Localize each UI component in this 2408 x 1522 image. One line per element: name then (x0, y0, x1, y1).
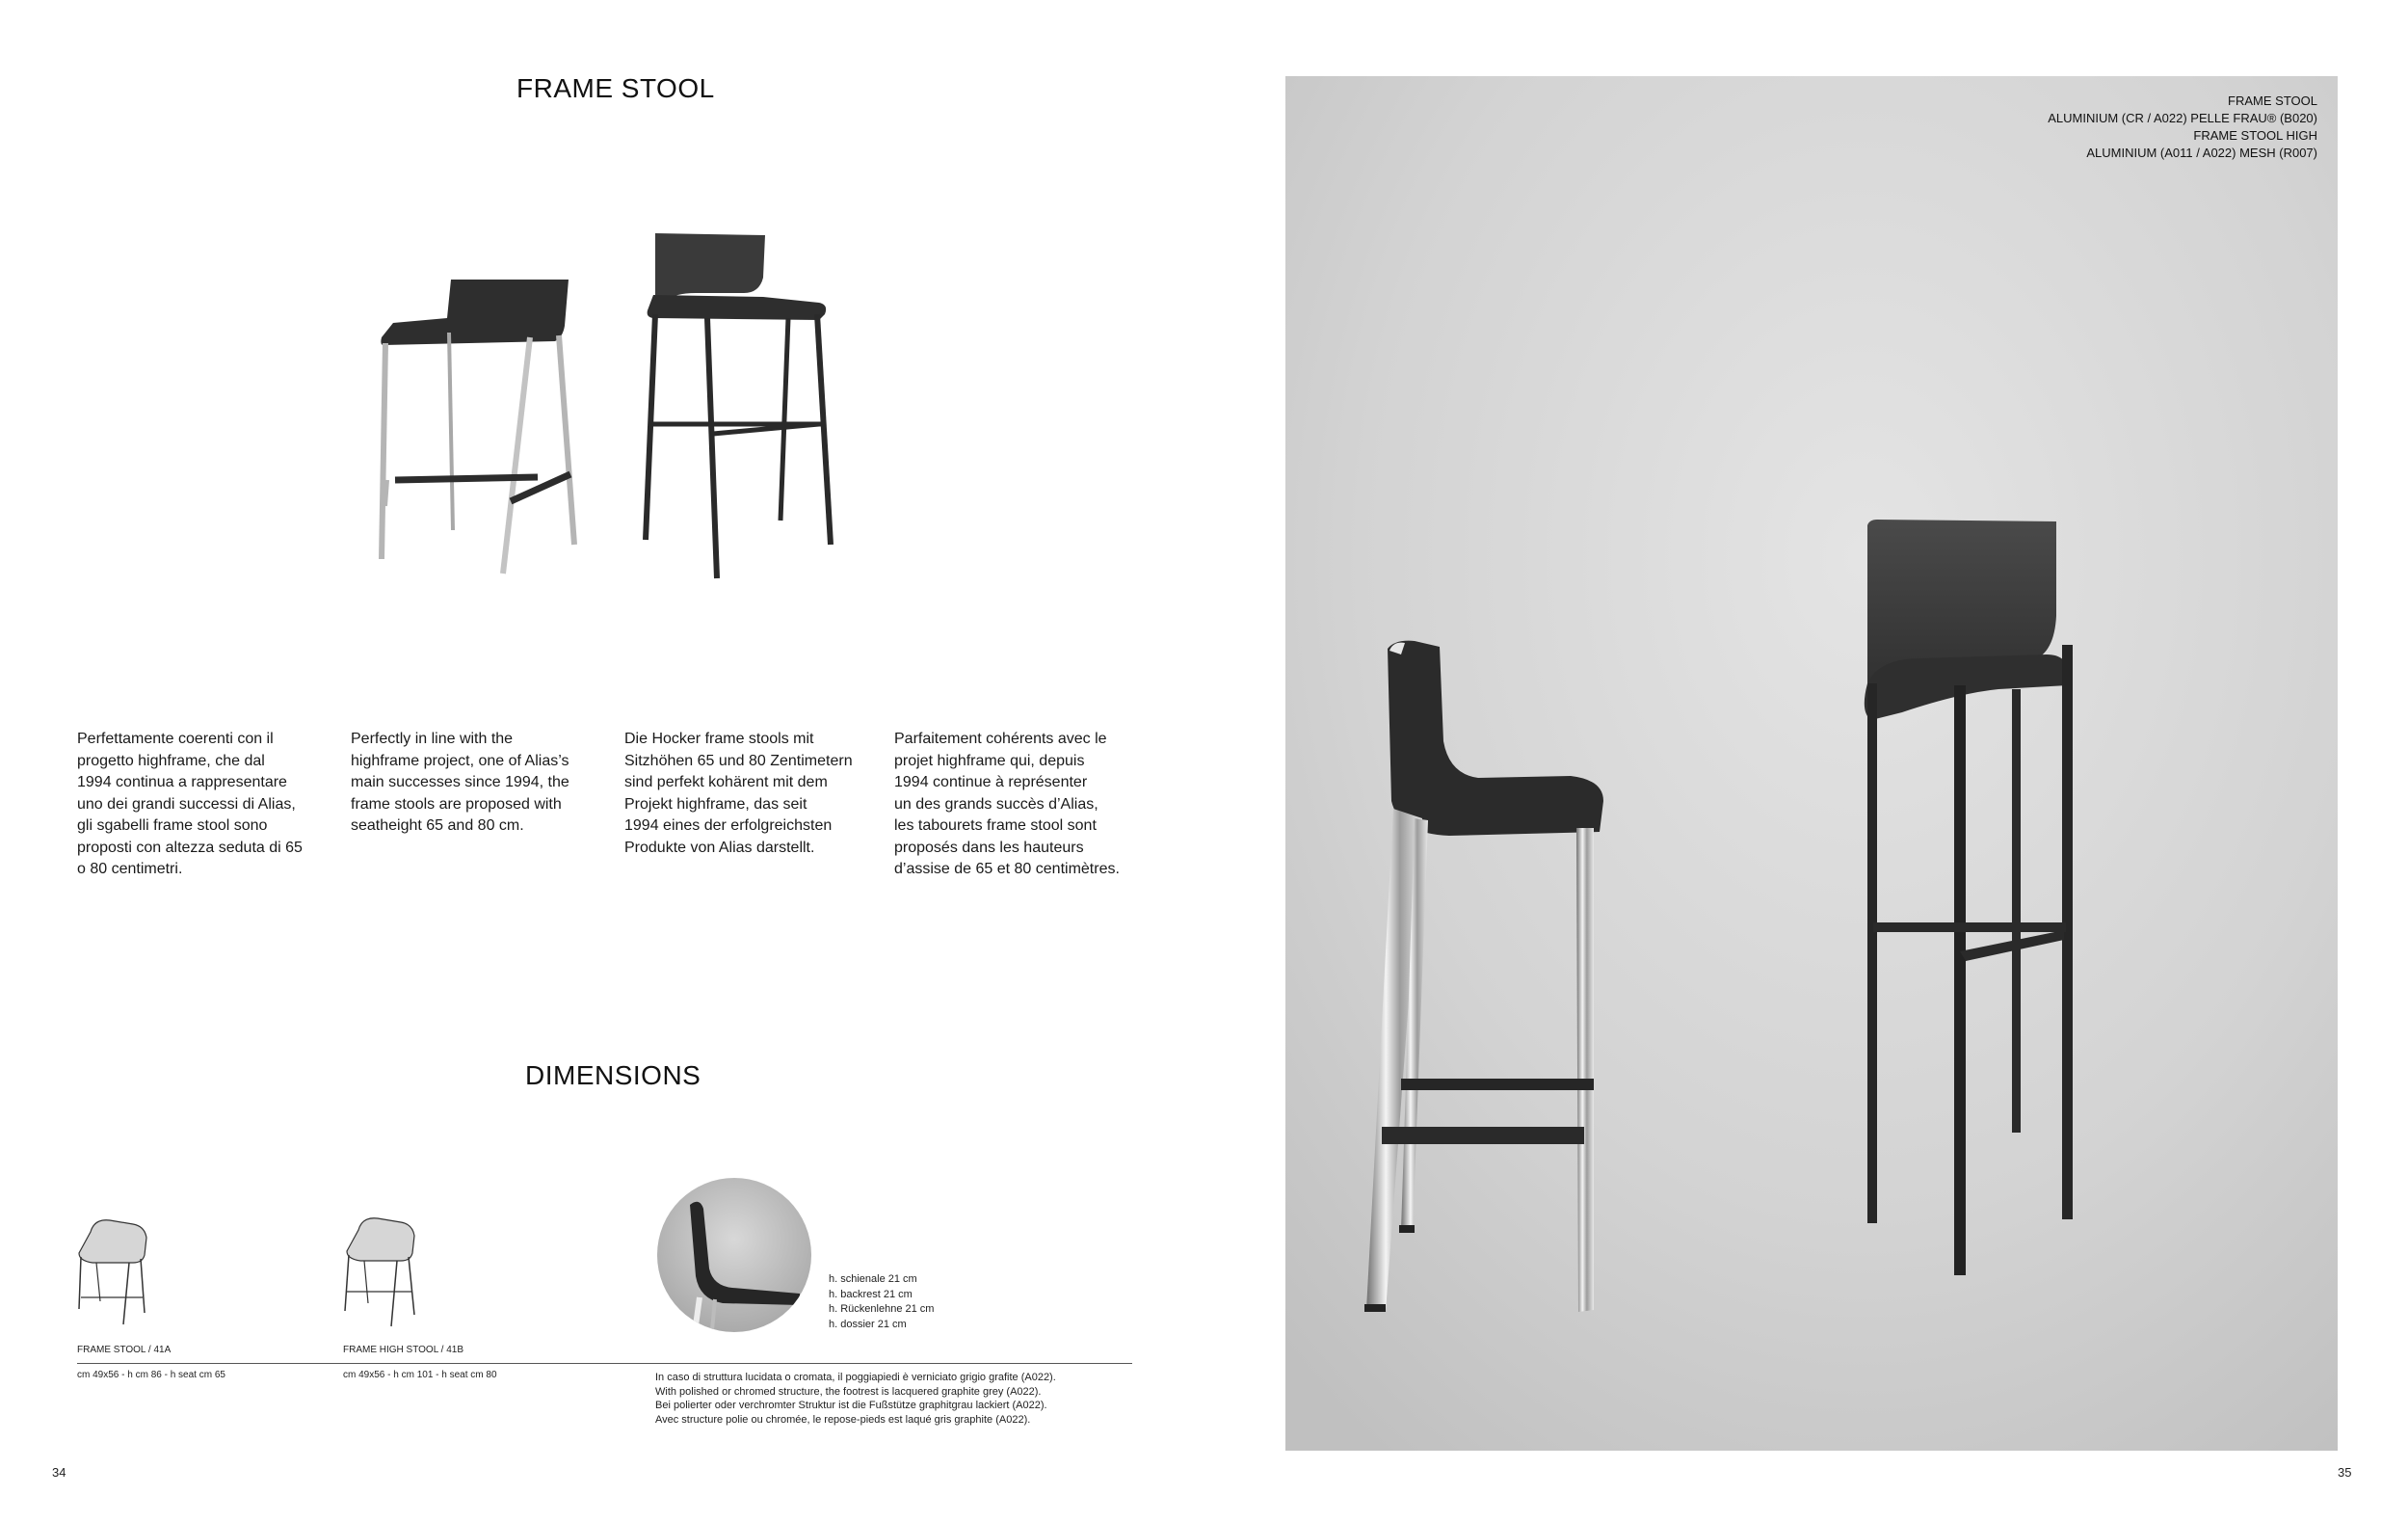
frame-high-stool-illustration (646, 233, 831, 578)
paragraph-italian: Perfettamente coerenti con il progetto highframe, che dal 1994 continua a rappresentare uno dei grandi successi di Alias, gli sgabelli frame stool sono proposti con altezza seduta di 65 o 80 centimetri. (77, 731, 303, 877)
footrest-note: In caso di struttura lucidata o cromata, il poggiapiedi è verniciato grigio grafite (A022). With polished or chromed structure, the footrest is lacquered graphite grey (A022). Bei polierter oder verchromter Struktur ist die Fußstütze graphitgrau lackiert (A022). Avec structure polie ou chromée, le repose-pieds est laqué gris graphite (A022). (655, 1372, 1056, 1426)
frame-stool-illustration (381, 280, 574, 574)
paragraph-english: Perfectly in line with the highframe project, one of Alias’s main successes since 1994, the frame stools are proposed with seatheight 65 and 80 cm. (351, 731, 569, 834)
page-number-right: 35 (2338, 1465, 2352, 1480)
frame-high-stool-line-drawing (341, 1205, 424, 1330)
model-name: FRAME HIGH STOOL / 41B (343, 1345, 464, 1355)
product-photo (1285, 76, 2338, 1451)
model-dimensions: cm 49x56 - h cm 86 - h seat cm 65 (77, 1370, 225, 1380)
model-name: FRAME STOOL / 41A (77, 1345, 172, 1355)
backrest-detail-photo (655, 1176, 813, 1334)
divider-rule (77, 1363, 1132, 1364)
photo-caption: FRAME STOOL ALUMINIUM (CR / A022) PELLE FRAU® (B020) FRAME STOOL HIGH ALUMINIUM (A011 / A022) MESH (R007) (2048, 93, 2317, 160)
paragraph-french: Parfaitement cohérents avec le projet highframe qui, depuis 1994 continue à représenter un des grands succès d’Alias, les tabourets frame stool sont proposés dans les hauteurs d’assise de 65 et 80 centimètres. (894, 731, 1120, 877)
paragraph-german: Die Hocker frame stools mit Sitzhöhen 65 und 80 Zentimetern sind perfekt kohärent mit dem Projekt highframe, das seit 1994 eines der erfolgreichsten Produkte von Alias darstellt. (624, 731, 853, 856)
page-number-left: 34 (52, 1465, 66, 1480)
page-title: FRAME STOOL (516, 73, 715, 103)
stools-illustration (366, 222, 867, 588)
backrest-height-list: h. schienale 21 cm h. backrest 21 cm h. Rückenlehne 21 cm h. dossier 21 cm (829, 1273, 935, 1330)
model-dimensions: cm 49x56 - h cm 101 - h seat cm 80 (343, 1370, 497, 1380)
dimensions-title: DIMENSIONS (525, 1060, 701, 1090)
frame-stool-line-drawing (73, 1205, 156, 1330)
